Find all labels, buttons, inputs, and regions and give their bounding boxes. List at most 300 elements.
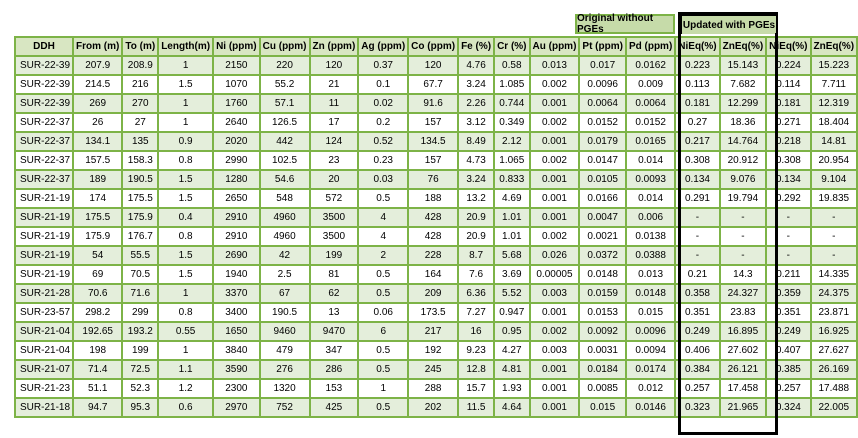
table-cell: 0.002 — [530, 227, 580, 246]
table-cell: 18.36 — [720, 113, 767, 132]
table-cell: 19.835 — [811, 189, 858, 208]
table-cell: 9460 — [260, 322, 310, 341]
table-cell: 26 — [73, 113, 122, 132]
assay-table — [14, 36, 858, 418]
table-cell: - — [675, 246, 719, 265]
table-cell: 0.349 — [494, 113, 529, 132]
table-cell: 189 — [73, 170, 122, 189]
table-cell: SUR-23-57 — [15, 303, 73, 322]
table-cell: 0.5 — [358, 284, 408, 303]
table-cell: 0.0138 — [626, 227, 675, 246]
table-cell: 0.0047 — [579, 208, 626, 227]
table-row — [15, 341, 857, 360]
table-cell: 0.249 — [675, 322, 719, 341]
table-cell: 0.8 — [158, 303, 213, 322]
table-cell: 0.006 — [626, 208, 675, 227]
column-header: Pt (ppm) — [579, 37, 626, 56]
table-cell: 0.026 — [530, 246, 580, 265]
table-cell: SUR-21-28 — [15, 284, 73, 303]
table-cell: 0.744 — [494, 94, 529, 113]
table-cell: 270 — [122, 94, 158, 113]
table-cell: 0.0064 — [579, 94, 626, 113]
table-cell: 0.224 — [766, 56, 810, 75]
table-cell: 2990 — [213, 151, 260, 170]
table-cell: 4 — [358, 208, 408, 227]
table-cell: 0.1 — [358, 75, 408, 94]
table-cell: SUR-22-39 — [15, 56, 73, 75]
table-cell: 5.52 — [494, 284, 529, 303]
table-cell: 12.8 — [458, 360, 494, 379]
table-cell: 17.488 — [811, 379, 858, 398]
table-cell: 134.5 — [408, 132, 458, 151]
table-cell: 193.2 — [122, 322, 158, 341]
table-cell: 479 — [260, 341, 310, 360]
table-cell: 14.764 — [720, 132, 767, 151]
table-cell: 27.627 — [811, 341, 858, 360]
table-cell: 2910 — [213, 208, 260, 227]
table-cell: 0.5 — [358, 341, 408, 360]
column-header: ZnEq(%) — [811, 37, 858, 56]
column-header: Cu (ppm) — [260, 37, 310, 56]
table-cell: 70.6 — [73, 284, 122, 303]
column-header: Fe (%) — [458, 37, 494, 56]
table-cell: 16.925 — [811, 322, 858, 341]
table-cell: 7.682 — [720, 75, 767, 94]
table-cell: 126.5 — [260, 113, 310, 132]
table-row — [15, 132, 857, 151]
table-cell: 24.375 — [811, 284, 858, 303]
table-cell: 1280 — [213, 170, 260, 189]
table-cell: 27 — [122, 113, 158, 132]
table-cell: - — [766, 227, 810, 246]
table-cell: SUR-21-19 — [15, 208, 73, 227]
table-cell: 18.404 — [811, 113, 858, 132]
table-cell: 217 — [408, 322, 458, 341]
column-header: Au (ppm) — [530, 37, 580, 56]
table-cell: 228 — [408, 246, 458, 265]
table-cell: 81 — [310, 265, 359, 284]
table-cell: 0.385 — [766, 360, 810, 379]
table-cell: 0.0165 — [626, 132, 675, 151]
table-cell: 0.6 — [158, 398, 213, 417]
table-cell: 0.0174 — [626, 360, 675, 379]
table-cell: 0.5 — [358, 398, 408, 417]
table-cell: 1.93 — [494, 379, 529, 398]
table-cell: 173.5 — [408, 303, 458, 322]
table-cell: 3840 — [213, 341, 260, 360]
table-cell: 120 — [408, 56, 458, 75]
table-cell: 199 — [122, 341, 158, 360]
table-cell: 21.965 — [720, 398, 767, 417]
table-cell: 0.324 — [766, 398, 810, 417]
table-cell: 1070 — [213, 75, 260, 94]
table-row — [15, 113, 857, 132]
column-header: From (m) — [73, 37, 122, 56]
table-cell: 3.24 — [458, 170, 494, 189]
table-cell: - — [811, 208, 858, 227]
table-cell: 9.23 — [458, 341, 494, 360]
table-cell: 4960 — [260, 227, 310, 246]
table-cell: SUR-21-19 — [15, 265, 73, 284]
table-cell: 4.73 — [458, 151, 494, 170]
table-cell: - — [766, 208, 810, 227]
table-cell: 54 — [73, 246, 122, 265]
table-cell: 0.002 — [530, 151, 580, 170]
table-cell: 0.014 — [626, 151, 675, 170]
column-header: Co (ppm) — [408, 37, 458, 56]
table-cell: 20.9 — [458, 227, 494, 246]
table-cell: 0.218 — [766, 132, 810, 151]
table-row — [15, 360, 857, 379]
table-cell: 0.001 — [530, 398, 580, 417]
table-cell: 158.3 — [122, 151, 158, 170]
table-cell: 12.319 — [811, 94, 858, 113]
table-cell: 1760 — [213, 94, 260, 113]
table-cell: 1940 — [213, 265, 260, 284]
table-cell: 1 — [158, 56, 213, 75]
table-cell: 6 — [358, 322, 408, 341]
column-header: Ni (ppm) — [213, 37, 260, 56]
table-cell: 572 — [310, 189, 359, 208]
table-cell: 245 — [408, 360, 458, 379]
table-cell: 0.002 — [530, 113, 580, 132]
table-cell: SUR-21-04 — [15, 322, 73, 341]
table-cell: 199 — [310, 246, 359, 265]
column-header: NiEq(%) — [766, 37, 810, 56]
table-cell: 0.013 — [626, 265, 675, 284]
table-cell: 1.5 — [158, 246, 213, 265]
table-cell: 0.351 — [675, 303, 719, 322]
table-cell: 425 — [310, 398, 359, 417]
table-cell: 0.0105 — [579, 170, 626, 189]
table-cell: 209 — [408, 284, 458, 303]
table-cell: 0.406 — [675, 341, 719, 360]
table-cell: SUR-22-37 — [15, 170, 73, 189]
table-cell: 13 — [310, 303, 359, 322]
table-cell: 9470 — [310, 322, 359, 341]
table-cell: 21 — [310, 75, 359, 94]
table-cell: 0.0146 — [626, 398, 675, 417]
table-cell: 0.001 — [530, 94, 580, 113]
table-cell: 0.0148 — [626, 284, 675, 303]
table-cell: 0.013 — [530, 56, 580, 75]
table-cell: 2.5 — [260, 265, 310, 284]
table-row — [15, 303, 857, 322]
table-cell: 120 — [310, 56, 359, 75]
table-cell: 0.06 — [358, 303, 408, 322]
table-cell: 2910 — [213, 227, 260, 246]
table-cell: 0.359 — [766, 284, 810, 303]
table-row — [15, 189, 857, 208]
table-cell: 442 — [260, 132, 310, 151]
table-cell: 4 — [358, 227, 408, 246]
table-cell: 3500 — [310, 227, 359, 246]
table-cell: 135 — [122, 132, 158, 151]
table-cell: - — [720, 227, 767, 246]
table-cell: 192 — [408, 341, 458, 360]
table-cell: 298.2 — [73, 303, 122, 322]
table-cell: 0.0096 — [626, 322, 675, 341]
table-cell: 0.001 — [530, 379, 580, 398]
table-cell: SUR-22-37 — [15, 132, 73, 151]
table-cell: 0.03 — [358, 170, 408, 189]
table-cell: 175.5 — [122, 189, 158, 208]
table-cell: 0.0152 — [579, 113, 626, 132]
table-cell: 0.52 — [358, 132, 408, 151]
table-cell: 0.014 — [626, 189, 675, 208]
table-cell: 1.1 — [158, 360, 213, 379]
group-header-updated: Updated with PGEs — [680, 14, 778, 34]
table-cell: 20.954 — [811, 151, 858, 170]
table-cell: 0.015 — [579, 398, 626, 417]
table-cell: 3590 — [213, 360, 260, 379]
table-cell: 55.2 — [260, 75, 310, 94]
table-cell: 1650 — [213, 322, 260, 341]
table-cell: 17 — [310, 113, 359, 132]
table-cell: 3.12 — [458, 113, 494, 132]
table-cell: 0.291 — [675, 189, 719, 208]
table-cell: SUR-21-23 — [15, 379, 73, 398]
table-cell: 0.21 — [675, 265, 719, 284]
table-cell: SUR-22-37 — [15, 151, 73, 170]
table-cell: - — [811, 227, 858, 246]
table-cell: 0.134 — [675, 170, 719, 189]
table-cell: 7.27 — [458, 303, 494, 322]
table-cell: 69 — [73, 265, 122, 284]
table-cell: 548 — [260, 189, 310, 208]
table-cell: 0.002 — [530, 322, 580, 341]
table-cell: 124 — [310, 132, 359, 151]
table-body — [15, 56, 857, 417]
table-row — [15, 265, 857, 284]
table-cell: 67.7 — [408, 75, 458, 94]
table-cell: 157 — [408, 151, 458, 170]
table-cell: 0.0093 — [626, 170, 675, 189]
table-row — [15, 227, 857, 246]
table-cell: 0.95 — [494, 322, 529, 341]
table-cell: 2150 — [213, 56, 260, 75]
table-cell: 428 — [408, 227, 458, 246]
table-row — [15, 398, 857, 417]
table-cell: 0.27 — [675, 113, 719, 132]
column-header: To (m) — [122, 37, 158, 56]
table-cell: 71.4 — [73, 360, 122, 379]
table-cell: 428 — [408, 208, 458, 227]
column-header: Zn (ppm) — [310, 37, 359, 56]
table-cell: 175.9 — [122, 208, 158, 227]
table-cell: 207.9 — [73, 56, 122, 75]
table-cell: 55.5 — [122, 246, 158, 265]
table-cell: 20.9 — [458, 208, 494, 227]
table-row — [15, 151, 857, 170]
table-cell: 102.5 — [260, 151, 310, 170]
table-cell: 0.223 — [675, 56, 719, 75]
table-cell: 0.0094 — [626, 341, 675, 360]
table-cell: 2970 — [213, 398, 260, 417]
table-cell: 0.271 — [766, 113, 810, 132]
table-cell: 0.001 — [530, 132, 580, 151]
table-cell: 1.01 — [494, 208, 529, 227]
table-cell: 0.249 — [766, 322, 810, 341]
table-cell: 0.351 — [766, 303, 810, 322]
table-cell: 164 — [408, 265, 458, 284]
table-cell: 190.5 — [122, 170, 158, 189]
table-cell: SUR-22-39 — [15, 75, 73, 94]
table-cell: - — [720, 246, 767, 265]
table-cell: SUR-21-19 — [15, 246, 73, 265]
table-cell: 190.5 — [260, 303, 310, 322]
table-cell: 9.076 — [720, 170, 767, 189]
table-cell: 1320 — [260, 379, 310, 398]
table-cell: 26.169 — [811, 360, 858, 379]
table-row — [15, 379, 857, 398]
table-cell: 0.0021 — [579, 227, 626, 246]
table-cell: 0.947 — [494, 303, 529, 322]
table-cell: 0.58 — [494, 56, 529, 75]
table-cell: 1 — [158, 94, 213, 113]
table-cell: 0.001 — [530, 208, 580, 227]
table-cell: 0.0388 — [626, 246, 675, 265]
table-cell: 0.017 — [579, 56, 626, 75]
table-cell: 1 — [358, 379, 408, 398]
table-cell: 0.002 — [530, 75, 580, 94]
table-cell: 23.871 — [811, 303, 858, 322]
table-row — [15, 170, 857, 189]
table-cell: 0.0166 — [579, 189, 626, 208]
table-cell: 269 — [73, 94, 122, 113]
table-row — [15, 56, 857, 75]
table-cell: 1.5 — [158, 189, 213, 208]
table-cell: 11 — [310, 94, 359, 113]
table-cell: 0.113 — [675, 75, 719, 94]
column-header: Pd (ppm) — [626, 37, 675, 56]
table-cell: 0.5 — [358, 360, 408, 379]
table-cell: 0.181 — [675, 94, 719, 113]
table-cell: 13.2 — [458, 189, 494, 208]
table-cell: 0.9 — [158, 132, 213, 151]
table-row — [15, 208, 857, 227]
table-cell: 0.001 — [530, 303, 580, 322]
table-cell: - — [766, 246, 810, 265]
column-header: Ag (ppm) — [358, 37, 408, 56]
table-cell: 0.4 — [158, 208, 213, 227]
table-cell: - — [675, 208, 719, 227]
table-cell: 16.895 — [720, 322, 767, 341]
table-cell: 19.794 — [720, 189, 767, 208]
table-cell: 0.02 — [358, 94, 408, 113]
table-cell: 94.7 — [73, 398, 122, 417]
table-cell: 0.323 — [675, 398, 719, 417]
table-row — [15, 284, 857, 303]
table-cell: 0.217 — [675, 132, 719, 151]
column-header: ZnEq(%) — [720, 37, 767, 56]
table-cell: 23 — [310, 151, 359, 170]
table-cell: 2.12 — [494, 132, 529, 151]
column-header: Cr (%) — [494, 37, 529, 56]
table-cell: 67 — [260, 284, 310, 303]
table-cell: 15.223 — [811, 56, 858, 75]
table-cell: 0.257 — [675, 379, 719, 398]
table-cell: 0.8 — [158, 227, 213, 246]
table-cell: 1 — [158, 113, 213, 132]
table-cell: 24.327 — [720, 284, 767, 303]
table-cell: 0.00005 — [530, 265, 580, 284]
table-cell: 0.0147 — [579, 151, 626, 170]
table-cell: SUR-21-19 — [15, 227, 73, 246]
table-cell: 0.0085 — [579, 379, 626, 398]
table-cell: 23.83 — [720, 303, 767, 322]
table-cell: 15.7 — [458, 379, 494, 398]
table-cell: 0.0031 — [579, 341, 626, 360]
table-row — [15, 246, 857, 265]
table-cell: 0.5 — [358, 265, 408, 284]
table-cell: 3500 — [310, 208, 359, 227]
table-cell: 157.5 — [73, 151, 122, 170]
table-cell: 192.65 — [73, 322, 122, 341]
column-header: DDH — [15, 37, 73, 56]
table-cell: SUR-21-18 — [15, 398, 73, 417]
table-cell: - — [675, 227, 719, 246]
table-cell: 57.1 — [260, 94, 310, 113]
table-cell: SUR-21-07 — [15, 360, 73, 379]
table-row — [15, 94, 857, 113]
table-cell: 70.5 — [122, 265, 158, 284]
table-cell: 188 — [408, 189, 458, 208]
table-cell: 0.37 — [358, 56, 408, 75]
table-cell: SUR-22-37 — [15, 113, 73, 132]
table-cell: 0.001 — [530, 189, 580, 208]
table-cell: 1.085 — [494, 75, 529, 94]
table-cell: 0.292 — [766, 189, 810, 208]
table-cell: 0.8 — [158, 151, 213, 170]
table-cell: 1.5 — [158, 170, 213, 189]
table-cell: 0.003 — [530, 341, 580, 360]
table-cell: 0.001 — [530, 360, 580, 379]
table-cell: 6.36 — [458, 284, 494, 303]
table-cell: 7.6 — [458, 265, 494, 284]
table-cell: 3400 — [213, 303, 260, 322]
table-cell: 0.2 — [358, 113, 408, 132]
table-cell: 0.181 — [766, 94, 810, 113]
table-cell: 1.5 — [158, 75, 213, 94]
table-cell: 0.0153 — [579, 303, 626, 322]
table-cell: 76 — [408, 170, 458, 189]
table-cell: 91.6 — [408, 94, 458, 113]
table-cell: 0.23 — [358, 151, 408, 170]
table-cell: 1 — [158, 284, 213, 303]
table-cell: 198 — [73, 341, 122, 360]
table-cell: SUR-21-04 — [15, 341, 73, 360]
table-cell: 214.5 — [73, 75, 122, 94]
table-cell: 20.912 — [720, 151, 767, 170]
table-cell: 1.01 — [494, 227, 529, 246]
table-cell: 0.134 — [766, 170, 810, 189]
table-cell: 0.0092 — [579, 322, 626, 341]
table-cell: 26.121 — [720, 360, 767, 379]
table-cell: 0.211 — [766, 265, 810, 284]
table-cell: 62 — [310, 284, 359, 303]
table-cell: 14.81 — [811, 132, 858, 151]
header-row — [15, 37, 857, 56]
table-cell: 2.26 — [458, 94, 494, 113]
table-cell: 71.6 — [122, 284, 158, 303]
table-cell: 16 — [458, 322, 494, 341]
table-cell: 157 — [408, 113, 458, 132]
table-cell: - — [720, 208, 767, 227]
table-cell: 134.1 — [73, 132, 122, 151]
table-cell: 7.711 — [811, 75, 858, 94]
table-cell: 0.009 — [626, 75, 675, 94]
